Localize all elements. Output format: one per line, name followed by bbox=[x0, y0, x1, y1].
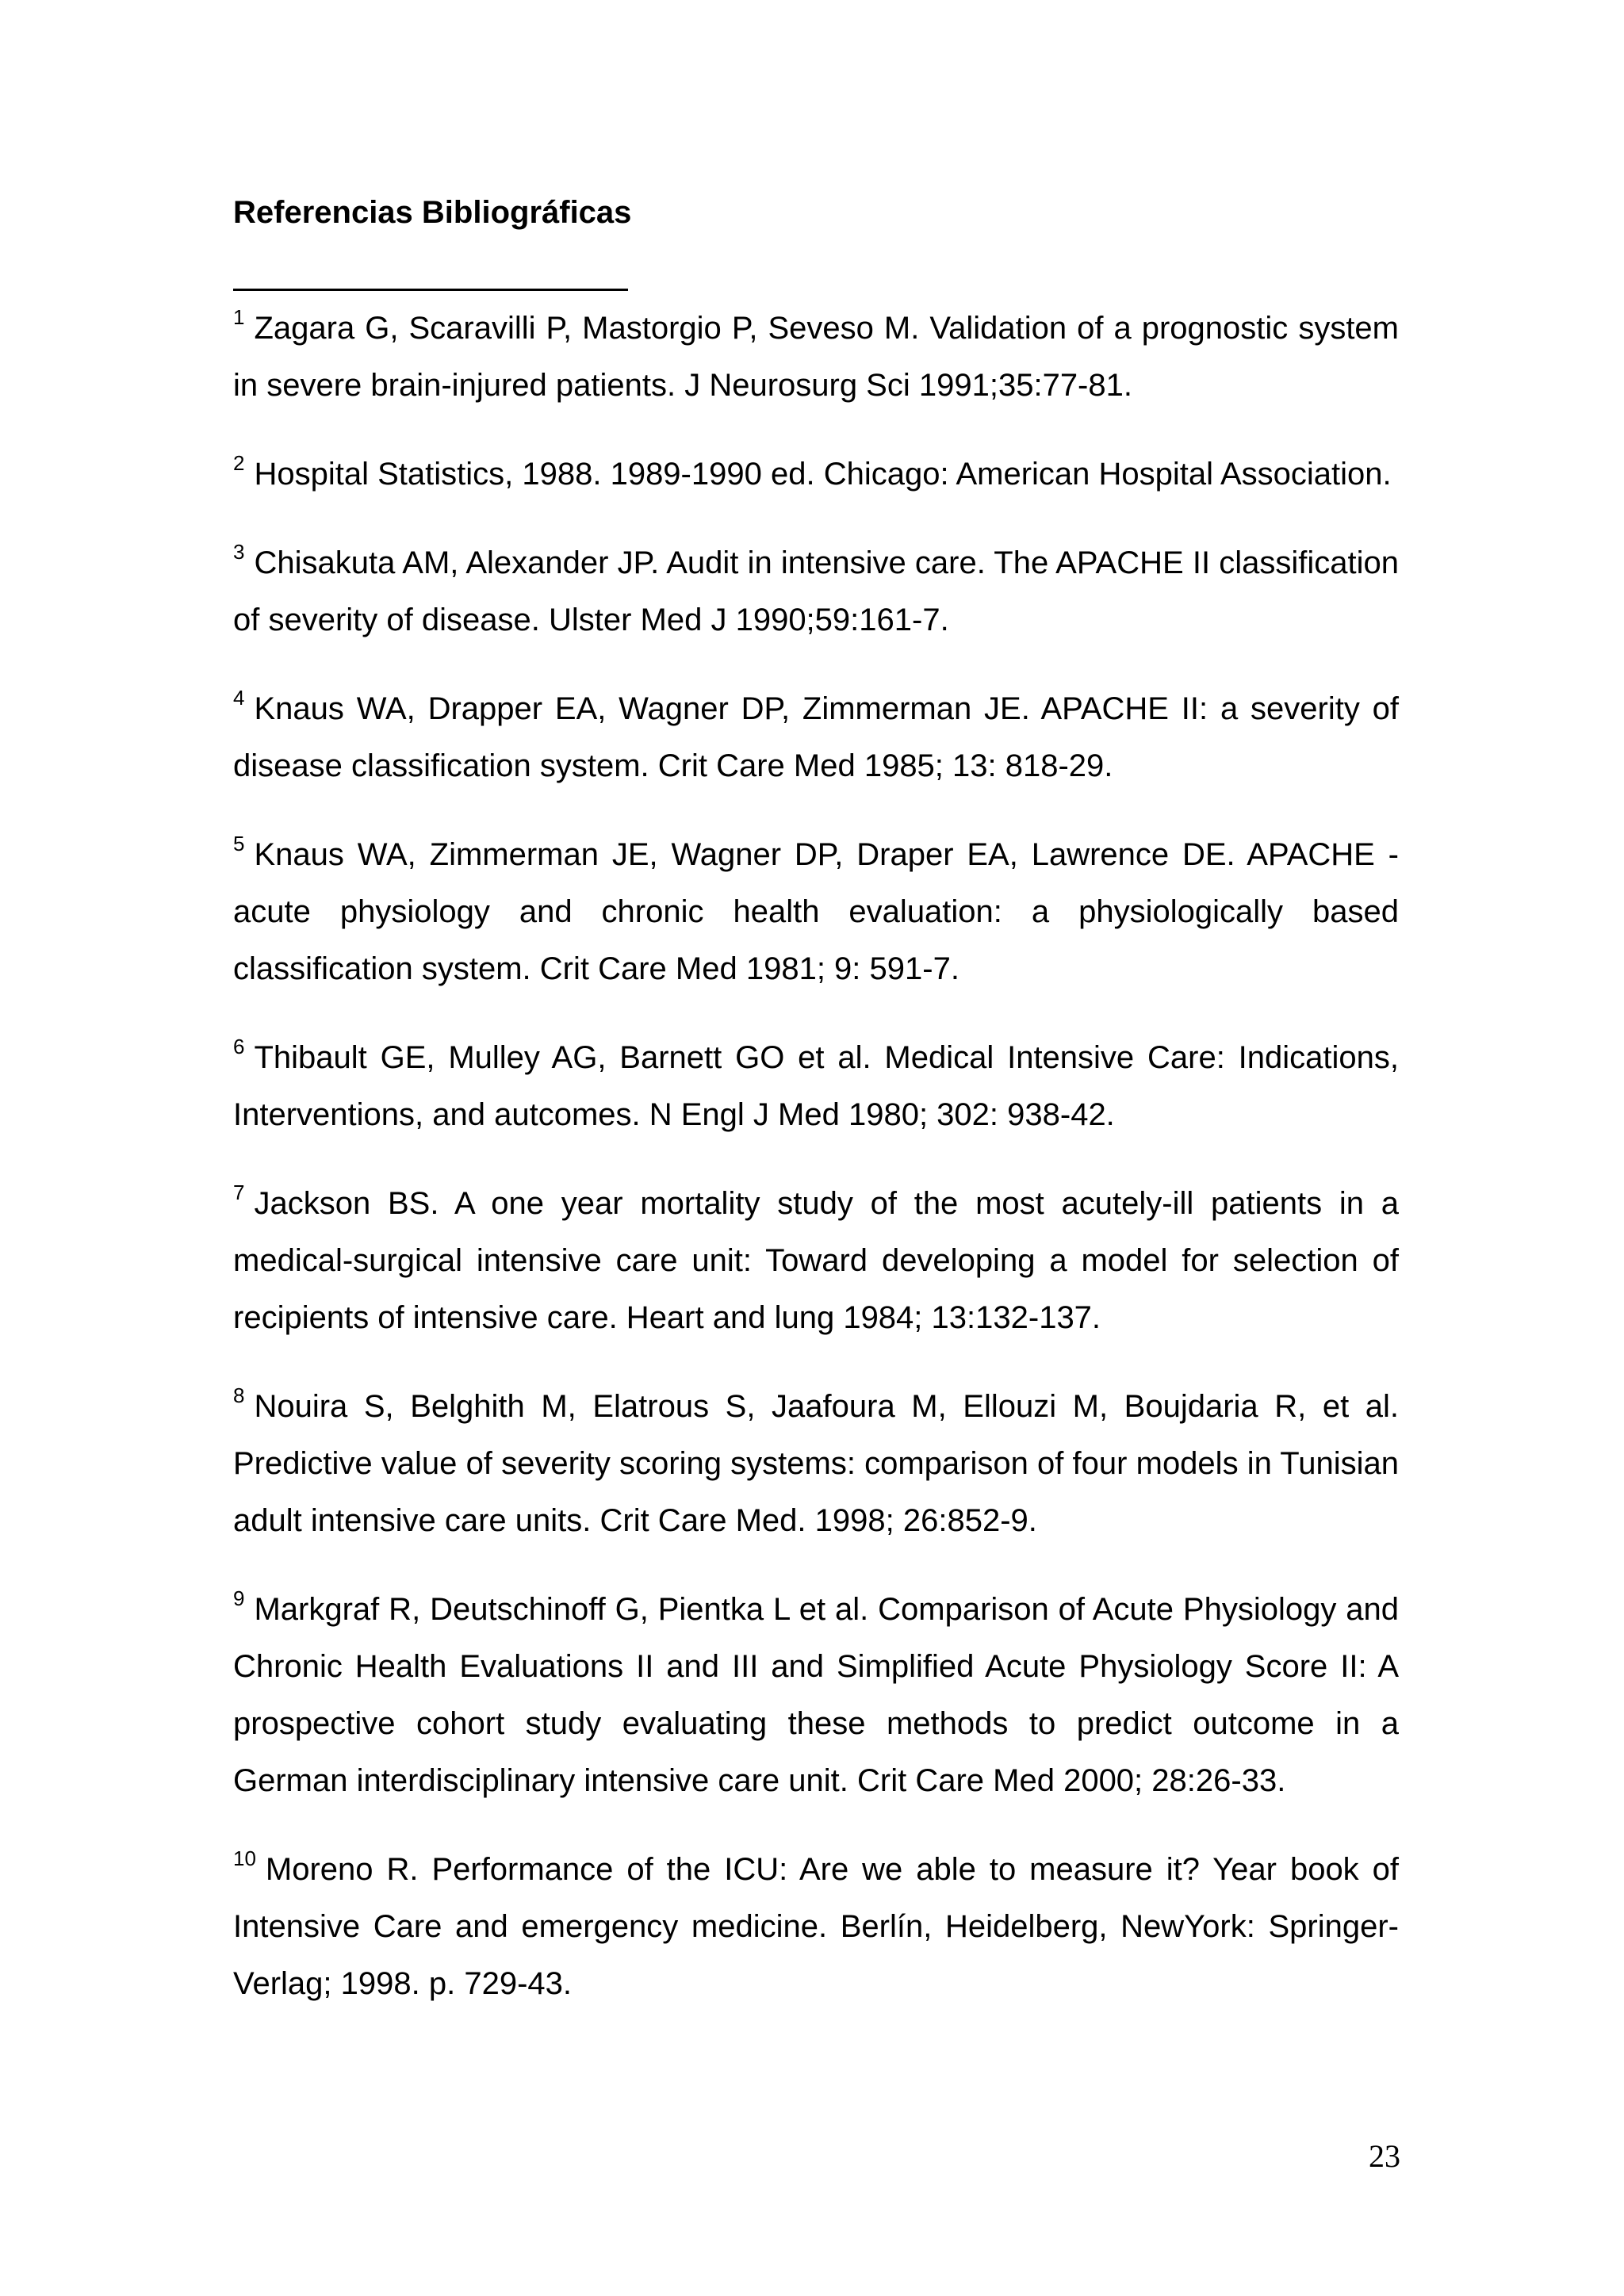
reference-item bbox=[233, 1378, 1399, 1549]
footnote-separator bbox=[233, 289, 628, 291]
reference-text: Jackson BS. A one year mortality study of the most acutely-ill patients in a medical-surgical intensive care unit: Toward developing a model for selection of recipients of intensive care. Heart and lung 1984; 13:132-137. bbox=[233, 1186, 1399, 1335]
reference-item bbox=[233, 1029, 1399, 1143]
reference-number: 1 bbox=[233, 304, 245, 329]
reference-item bbox=[233, 680, 1399, 794]
reference-number: 3 bbox=[233, 539, 245, 564]
reference-item bbox=[233, 826, 1399, 997]
reference-item bbox=[233, 446, 1399, 503]
reference-text: Zagara G, Scaravilli P, Mastorgio P, Seveso M. Validation of a prognostic system in severe brain-injured patients. J Neurosurg Sci 1991;35:77-81. bbox=[233, 311, 1399, 403]
reference-item bbox=[233, 300, 1399, 414]
reference-number: 5 bbox=[233, 831, 245, 855]
page-number: 23 bbox=[1369, 2138, 1400, 2174]
reference-number: 9 bbox=[233, 1586, 245, 1610]
reference-text: Knaus WA, Drapper EA, Wagner DP, Zimmerman JE. APACHE II: a severity of disease classification system. Crit Care Med 1985; 13: 818-29. bbox=[233, 691, 1399, 783]
reference-number: 6 bbox=[233, 1034, 245, 1058]
reference-text: Markgraf R, Deutschinoff G, Pientka L et al. Comparison of Acute Physiology and Chronic Health Evaluations II and III and Simplified Acute Physiology Score II: A prospective cohort study evaluating these methods to predict outcome in a German interdisciplinary intensive care unit. Crit Care Med 2000; 28:26-33. bbox=[233, 1592, 1399, 1798]
reference-text: Moreno R. Performance of the ICU: Are we able to measure it? Year book of Intensive Care and emergency medicine. Berlín, Heidelberg, NewYork: Springer-Verlag; 1998. p. 729-43. bbox=[233, 1852, 1399, 2001]
reference-item bbox=[233, 1581, 1399, 1809]
reference-number: 2 bbox=[233, 450, 245, 475]
reference-text: Nouira S, Belghith M, Elatrous S, Jaafoura M, Ellouzi M, Boujdaria R, et al. Predictive value of severity scoring systems: comparison of four models in Tunisian adult intensive care units. Crit Care Med. 1998; 26:852-9. bbox=[233, 1389, 1399, 1538]
reference-list bbox=[233, 300, 1399, 2044]
reference-text: Knaus WA, Zimmerman JE, Wagner DP, Draper EA, Lawrence DE. APACHE - acute physiology and chronic health evaluation: a physiologically based classification system. Crit Care Med 1981; 9: 591-7. bbox=[233, 837, 1399, 986]
reference-item bbox=[233, 534, 1399, 649]
reference-number: 7 bbox=[233, 1180, 245, 1204]
reference-text: Thibault GE, Mulley AG, Barnett GO et al. Medical Intensive Care: Indications, Interventions, and autcomes. N Engl J Med 1980; 302: 938-42. bbox=[233, 1040, 1399, 1132]
reference-text: Hospital Statistics, 1988. 1989-1990 ed. Chicago: American Hospital Association. bbox=[254, 457, 1392, 492]
reference-item bbox=[233, 1841, 1399, 2012]
reference-text: Chisakuta AM, Alexander JP. Audit in intensive care. The APACHE II classification of severity of disease. Ulster Med J 1990;59:161-7. bbox=[233, 545, 1399, 637]
references-heading: Referencias Bibliográficas bbox=[233, 195, 632, 230]
reference-number: 10 bbox=[233, 1846, 256, 1870]
reference-number: 4 bbox=[233, 685, 245, 710]
reference-item bbox=[233, 1175, 1399, 1346]
reference-number: 8 bbox=[233, 1383, 245, 1407]
